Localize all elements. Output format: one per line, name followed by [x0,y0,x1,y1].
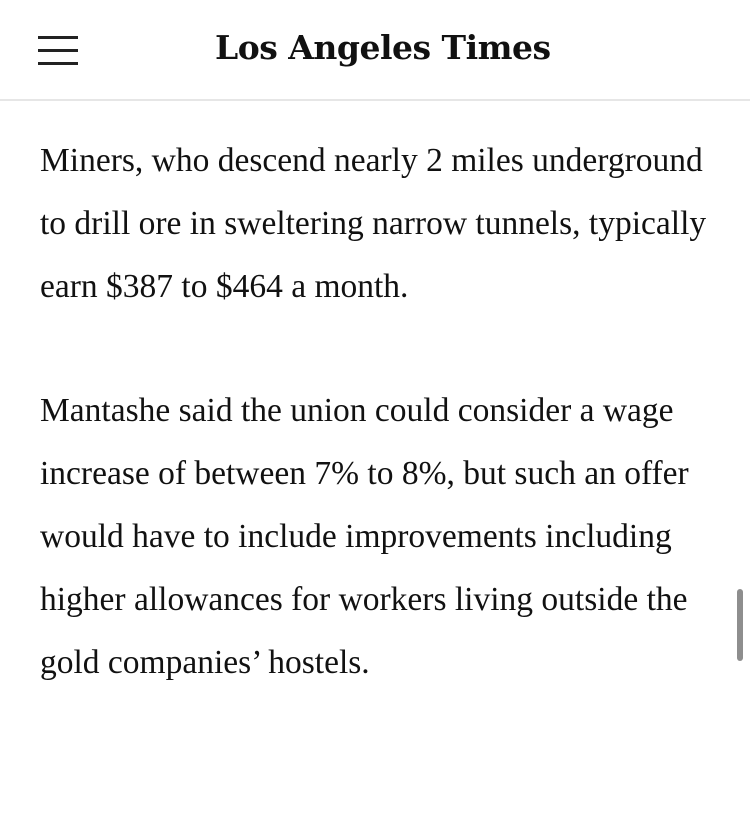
site-header [0,0,750,101]
masthead-logo[interactable]: Los Angeles Times [215,28,551,67]
menu-bar-middle [38,49,78,52]
vertical-scrollbar[interactable] [737,589,743,661]
menu-bar-top [38,36,78,39]
article-paragraph: Mantashe said the union could consider a wage increase of between 7% to 8%, but such an offer would have to include improvements including higher allowances for workers living outside the gold companies’ hostels. [40,392,689,681]
article-paragraph: Miners, who descend nearly 2 miles underground to drill ore in sweltering narrow tunnels, typically earn $387 to $464 a month. [40,142,707,305]
article-body [40,129,710,694]
hamburger-menu-icon[interactable] [38,34,78,68]
menu-bar-bottom [38,62,78,65]
